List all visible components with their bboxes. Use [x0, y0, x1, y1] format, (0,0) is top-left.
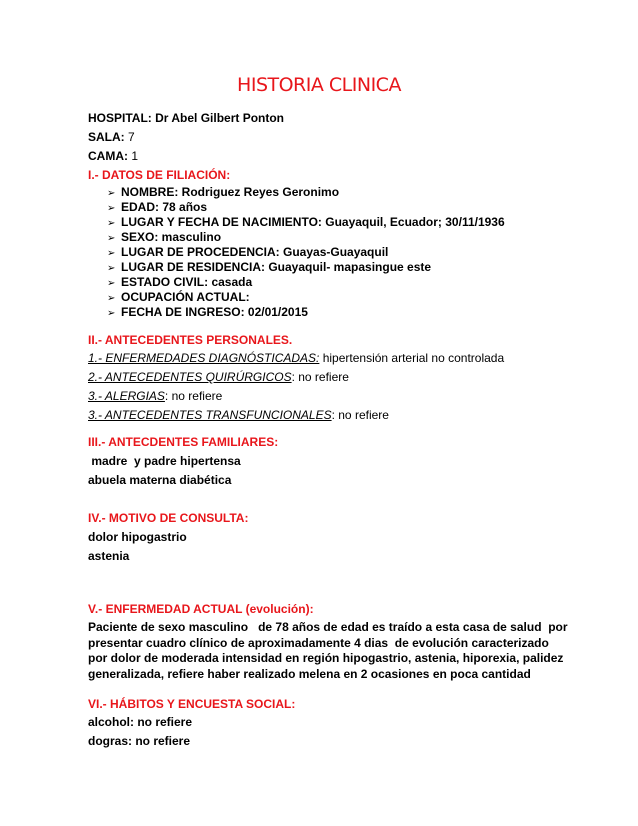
filiacion-heading: I.- DATOS DE FILIACIÓN:: [88, 168, 231, 182]
familiares-line: abuela materna diabética: [88, 473, 232, 487]
habitos-line: dogras: no refiere: [88, 734, 191, 748]
arrow-bullet-icon: ➢: [107, 248, 116, 259]
sala-line: [88, 130, 135, 144]
filiacion-item: ➢ EDAD: 78 años: [107, 200, 208, 214]
enfermedad-paragraph: Paciente de sexo masculino de 78 años de edad es traído a esta casa de salud por presentar cuadro clínico de aproximadamente 4 dias de evolución caracterizado por dolor de moderada intensidad en región hipogastrio, astenia, hiporexia, palidez generalizada, refiere haber realizado melena en 2 ocasiones en poca cantidad: [88, 620, 568, 681]
filiacion-item: ➢ SEXO: masculino: [107, 230, 222, 244]
sala-value: 7: [128, 130, 135, 144]
cama-line: [88, 149, 138, 163]
sala-label: SALA:: [88, 130, 125, 144]
arrow-bullet-icon: ➢: [107, 293, 116, 304]
arrow-bullet-icon: ➢: [107, 308, 116, 319]
arrow-bullet-icon: ➢: [107, 233, 116, 244]
personales-item: 2.- ANTECEDENTES QUIRÚRGICOS: no refiere: [88, 370, 349, 384]
hospital-line: [88, 111, 284, 125]
habitos-line: alcohol: no refiere: [88, 715, 193, 729]
personales-item: 1.- ENFERMEDADES DIAGNÓSTICADAS: hipertensión arterial no controlada: [88, 351, 505, 365]
filiacion-item: ➢ ESTADO CIVIL: casada: [107, 275, 253, 289]
arrow-bullet-icon: ➢: [107, 218, 116, 229]
motivo-line: astenia: [88, 549, 130, 563]
motivo-line: dolor hipogastrio: [88, 530, 187, 544]
personales-item: 3.- ANTECEDENTES TRANSFUNCIONALES: no refiere: [88, 408, 389, 422]
enfermedad-heading: V.- ENFERMEDAD ACTUAL (evolución):: [88, 602, 314, 616]
filiacion-item: ➢ FECHA DE INGRESO: 02/01/2015: [107, 305, 308, 319]
personales-item: 3.- ALERGIAS: no refiere: [88, 389, 223, 403]
personales-heading: II.- ANTECEDENTES PERSONALES.: [88, 333, 293, 347]
arrow-bullet-icon: ➢: [107, 263, 116, 274]
filiacion-item: ➢ LUGAR Y FECHA DE NACIMIENTO: Guayaquil, Ecuador; 30/11/1936: [107, 215, 505, 229]
hospital-value: Dr Abel Gilbert Ponton: [155, 111, 285, 125]
habitos-heading: VI.- HÁBITOS Y ENCUESTA SOCIAL:: [88, 697, 296, 711]
arrow-bullet-icon: ➢: [107, 278, 116, 289]
cama-value: 1: [131, 149, 139, 163]
hospital-label: HOSPITAL:: [88, 111, 152, 125]
filiacion-item: ➢ LUGAR DE RESIDENCIA: Guayaquil- mapasingue este: [107, 260, 432, 274]
arrow-bullet-icon: ➢: [107, 203, 116, 214]
filiacion-item: ➢ NOMBRE: Rodriguez Reyes Geronimo: [107, 185, 340, 199]
motivo-heading: IV.- MOTIVO DE CONSULTA:: [88, 511, 249, 525]
filiacion-item: ➢ OCUPACIÓN ACTUAL:: [107, 290, 250, 304]
document-title: HISTORIA CLINICA: [237, 74, 401, 96]
cama-label: CAMA:: [88, 149, 128, 163]
arrow-bullet-icon: ➢: [107, 188, 116, 199]
familiares-line: madre y padre hipertensa: [88, 454, 241, 468]
familiares-heading: III.- ANTECDENTES FAMILIARES:: [88, 435, 279, 449]
filiacion-item: ➢ LUGAR DE PROCEDENCIA: Guayas-Guayaquil: [107, 245, 389, 259]
